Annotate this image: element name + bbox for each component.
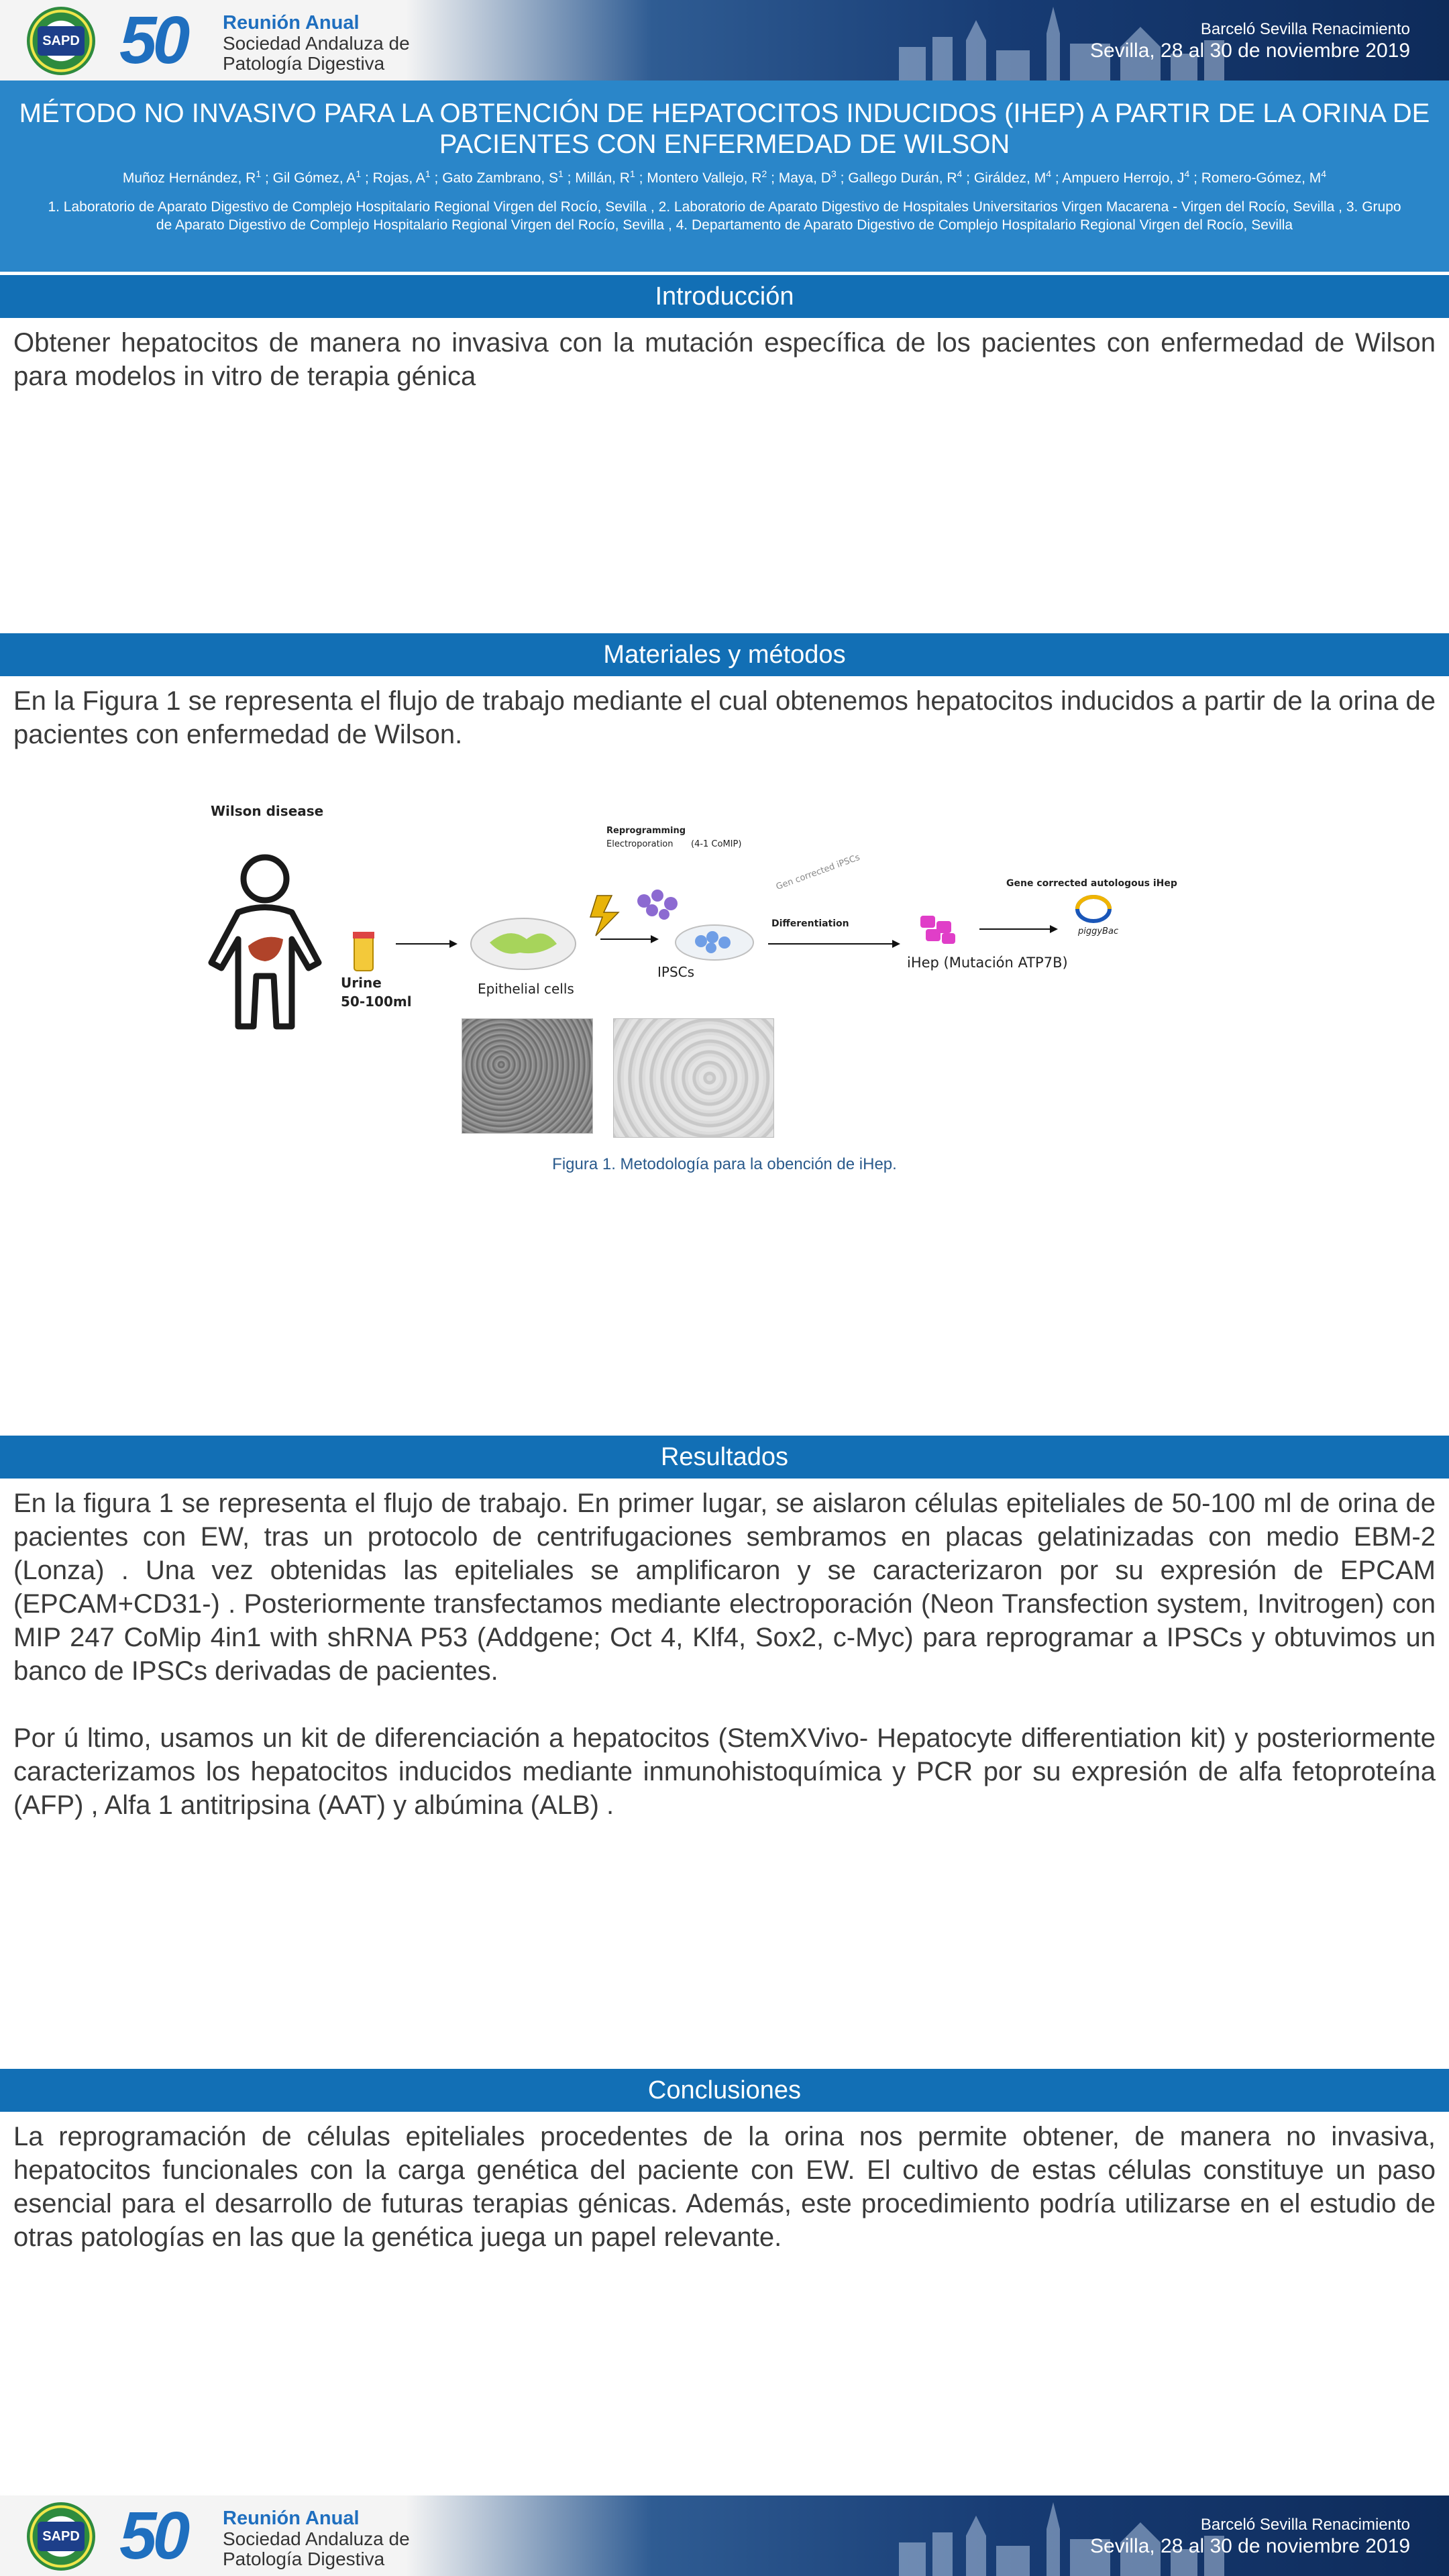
brand-line-2: Sociedad Andaluza de	[223, 33, 410, 54]
sapd-logo	[27, 2502, 95, 2571]
petri-dish-epithelial-icon	[471, 918, 576, 969]
author-affiliation-number: 4	[1321, 168, 1327, 179]
venue-info	[1090, 20, 1410, 63]
title-block	[0, 80, 1449, 272]
venue-dates: Sevilla, 28 al 30 de noviembre 2019	[1090, 2535, 1410, 2557]
brand-line-3: Patología Digestiva	[223, 53, 385, 74]
author-name: Millán, $R^1$	[575, 168, 635, 186]
label-ihep-mutation: iHep (Mutación ATP7B)	[907, 955, 1068, 971]
author-affiliation-number: 4	[957, 168, 963, 179]
author-name: Giráldez, $M^4$	[973, 168, 1051, 186]
label-differentiation: Differentiation	[771, 918, 849, 929]
plasmid-cluster-icon	[637, 890, 678, 920]
author-affiliation-number: 1	[557, 168, 564, 179]
urine-tube-icon	[353, 932, 374, 971]
fifty-number: 50	[119, 2498, 186, 2573]
figure-caption: Figura 1. Metodología para la obención de iHep.	[552, 1155, 897, 1173]
author-affiliation-number: 3	[830, 168, 837, 179]
author-affiliation-number: 2	[761, 168, 767, 179]
author-list: Muñoz Hernández, $R^1$ ; Gil Gómez, $A^1$ ; Rojas, $A^1$ ; Gato Zambrano, $S^1$ ; Millán, $R^1$ ; Montero Vallejo, $R^2$ ; Maya, $D^3$ ; Gallego Durán, $R^4$ ; Giráldez, $M^4$ ; Ampuero Herrojo, $J^4$ ; Romero-Gómez, $M^4$	[122, 168, 1327, 186]
ihep-cell-icon	[920, 916, 955, 944]
label-reprogramming: Reprogramming	[606, 826, 686, 836]
section-heading-results: Resultados	[0, 1436, 1449, 1479]
author-name: Gil Gómez, $A^1$	[272, 168, 362, 186]
fifty-number: 50	[119, 3, 186, 78]
electroporation-lightning-icon	[590, 896, 619, 936]
author-name: Romero-Gómez, $M^4$	[1201, 168, 1327, 186]
venue-dates: Sevilla, 28 al 30 de noviembre 2019	[1090, 40, 1410, 62]
results-paragraph-1: En la figura 1 se representa el flujo de trabajo. En primer lugar, se aislaron células epiteliales de 50-100 ml de orina de pacientes con EW, tras un protocolo de centrifugaciones sembramos en placas gelatinizadas con medio EBM-2 (Lonza) . Una vez obtenidas las epiteliales se amplificaron y se caracterizaron por su expresión de EPCAM (EPCAM+CD31-) . Posteriormente transfectamos mediante electroporación (Neon Transfection system, Invitrogen) con MIP 247 CoMip 4in1 with shRNA P53 (Addgene; Oct 4, Klf4, Sox2, c-Myc) para reprogramar a IPSCs y obtuvimos un banco de IPSCs derivadas de pacientes.	[13, 1489, 1436, 1686]
author-affiliation-number: 4	[1046, 168, 1051, 179]
author-name: Muñoz Hernández, $R^1$	[122, 168, 262, 186]
author-name: Maya, $D^3$	[778, 168, 837, 186]
label-gene-corrected-ihep: Gene corrected autologous iHep	[1006, 878, 1177, 889]
liver-icon	[248, 937, 283, 961]
author-name: Ampuero Herrojo, $J^4$	[1062, 168, 1190, 186]
results-paragraph-2: Por ú ltimo, usamos un kit de diferenciación a hepatocitos (StemXVivo- Hepatocyte differentiation kit) y posteriormente caracterizamos los hepatocitos inducidos mediante inmunohistoquímica y PCR por su expresión de alfa fetoproteína (AFP) , Alfa 1 antitripsina (AAT) y albúmina (ALB) .	[13, 1723, 1436, 1820]
brand-line-1: Reunión Anual	[223, 2508, 360, 2529]
label-epithelial-cells: Epithelial cells	[478, 981, 574, 997]
label-comip: (4-1 CoMIP)	[691, 839, 742, 849]
label-wilson-disease: Wilson disease	[211, 803, 324, 819]
footer-banner	[0, 2496, 1449, 2576]
workflow-figure	[201, 795, 1248, 1184]
header-banner	[0, 0, 1449, 80]
sapd-logo	[27, 7, 95, 75]
author-affiliation-number: 1	[356, 168, 362, 179]
label-piggybac: piggyBac	[1078, 926, 1119, 936]
sapd-badge-text: SAPD	[38, 26, 85, 56]
author-affiliation-number: 1	[629, 168, 635, 179]
author-affiliation-number: 1	[425, 168, 431, 179]
society-brand	[223, 12, 410, 74]
conclusions-text: La reprogramación de células epiteliales procedentes de la orina nos permite obtener, de manera no invasiva, hepatocitos funcionales con la carga genética del paciente con EW. El cultivo de estas células constituye un paso esencial para el desarrollo de futuras terapias génicas. Además, este procedimiento podría utilizarse en el estudio de otras patologías en las que la genética juega un papel relevante.	[13, 2122, 1436, 2252]
fifty-anniversary-logo	[119, 4, 186, 76]
label-urine-volume: 50-100ml	[341, 994, 412, 1010]
brand-line-2: Sociedad Andaluza de	[223, 2528, 410, 2549]
venue-name: Barceló Sevilla Renacimiento	[1200, 20, 1410, 38]
author-affiliation-number: 4	[1184, 168, 1190, 179]
society-brand	[223, 2508, 410, 2569]
micrograph-epithelial	[462, 1018, 593, 1134]
brand-line-1: Reunión Anual	[223, 12, 360, 34]
brand-line-3: Patología Digestiva	[223, 2548, 385, 2569]
section-heading-intro: Introducción	[0, 275, 1449, 318]
author-name: Gallego Durán, $R^4$	[848, 168, 963, 186]
author-name: Rojas, $A^1$	[372, 168, 431, 186]
affiliations: 1. Laboratorio de Aparato Digestivo de Complejo Hospitalario Regional Virgen del Rocío, Sevilla , 2. Laboratorio de Aparato Digestivo de Hospitales Universitarios Virgen Macarena - Virgen del Rocío, Sevilla , 3. Grupo de Aparato Digestivo de Complejo Hospitalario Regional Virgen del Rocío, Sevilla , 4. Departamento de Aparato Digestivo de Complejo Hospitalario Regional Virgen del Rocío, Sevilla	[48, 199, 1401, 233]
methods-text: En la Figura 1 se representa el flujo de trabajo mediante el cual obtenemos hepatocitos inducidos a partir de la orina de pacientes con enfermedad de Wilson.	[13, 686, 1436, 749]
author-affiliation-number: 1	[256, 168, 262, 179]
micrograph-ipsc	[613, 1018, 774, 1138]
section-heading-conclusions: Conclusiones	[0, 2069, 1449, 2112]
label-electroporation: Electroporation	[606, 839, 674, 849]
ipsc-dish-icon	[676, 925, 753, 960]
label-ipscs: IPSCs	[657, 964, 695, 980]
intro-text: Obtener hepatocitos de manera no invasiva con la mutación específica de los pacientes con enfermedad de Wilson para modelos in vitro de terapia génica	[13, 328, 1436, 391]
venue-name: Barceló Sevilla Renacimiento	[1200, 2516, 1410, 2534]
piggybac-ring-icon	[1077, 897, 1110, 921]
poster-title: MÉTODO NO INVASIVO PARA LA OBTENCIÓN DE HEPATOCITOS INDUCIDOS (IHEP) A PARTIR DE LA ORINA DE PACIENTES CON ENFERMEDAD DE WILSON	[19, 99, 1430, 159]
author-name: Gato Zambrano, $S^1$	[442, 168, 564, 186]
label-gene-corrected-ipscs: Gen corrected iPSCs	[774, 852, 861, 892]
sapd-badge-text: SAPD	[38, 2522, 85, 2551]
author-name: Montero Vallejo, $R^2$	[647, 168, 767, 186]
fifty-anniversary-logo	[119, 2500, 186, 2572]
label-urine: Urine	[341, 975, 382, 991]
venue-info	[1090, 2516, 1410, 2559]
section-heading-methods: Materiales y métodos	[0, 633, 1449, 676]
